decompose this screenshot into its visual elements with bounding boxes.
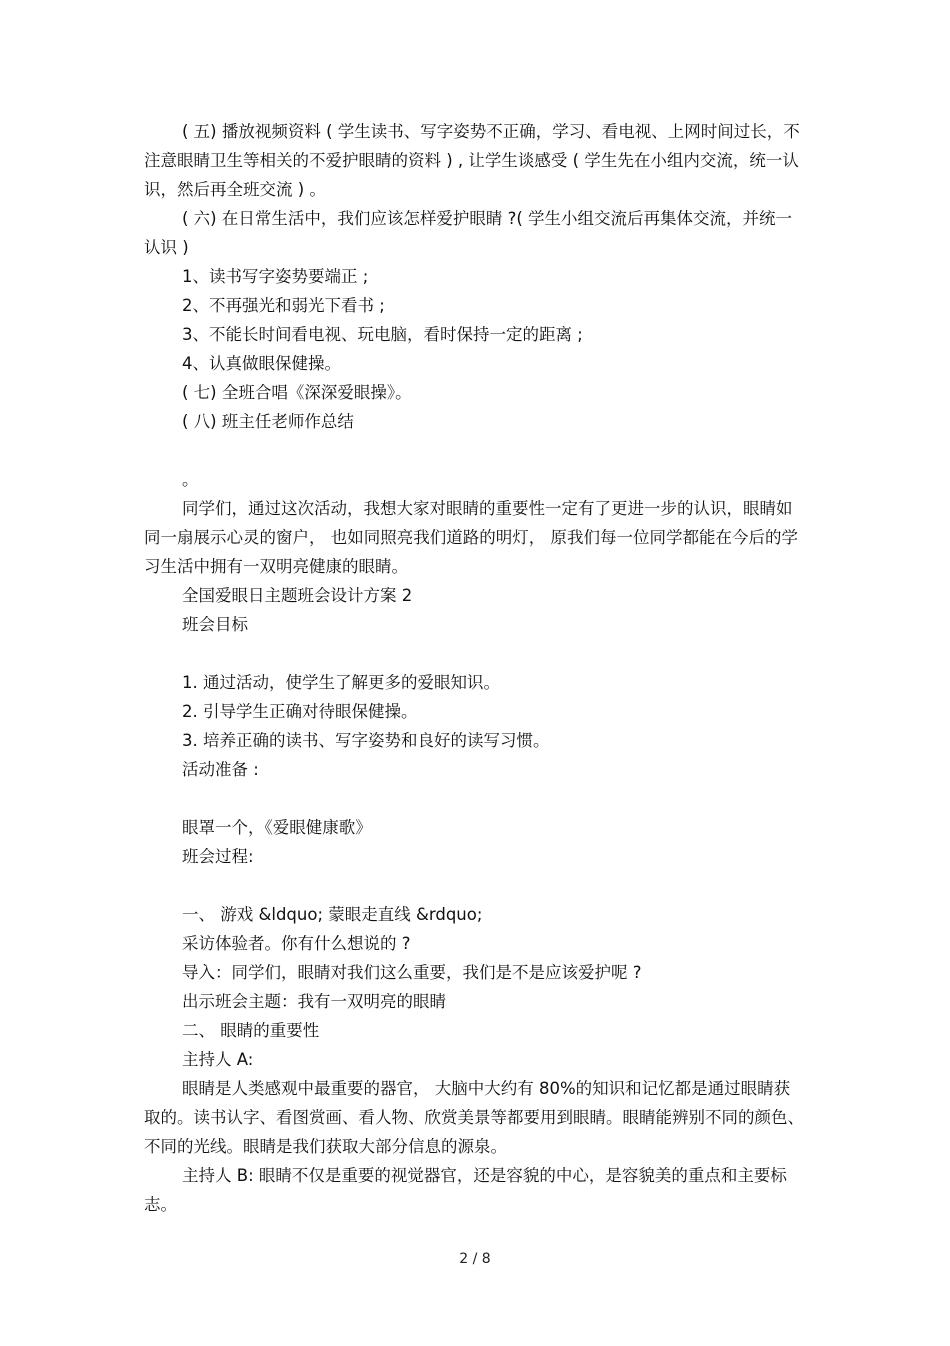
- list-item: 3、不能长时间看电视、玩电脑，看时保持一定的距离 ;: [182, 325, 583, 344]
- paragraph-summary: ( 八) 班主任老师作总结: [182, 412, 354, 431]
- paragraph-sing: ( 七) 全班合唱《深深爱眼操》。: [182, 383, 412, 402]
- stray-period: 。: [182, 470, 199, 489]
- step-one: 一、 游戏 &ldquo; 蒙眼走直线 &rdquo;: [182, 905, 483, 924]
- goal-item: 3. 培养正确的读书、写字姿势和良好的读写习惯。: [182, 731, 550, 750]
- heading-preparation: 活动准备 :: [182, 760, 259, 779]
- heading-process: 班会过程:: [182, 847, 254, 866]
- step-two: 二、 眼睛的重要性: [182, 1021, 320, 1040]
- spacer: [0, 871, 950, 900]
- step-line: 出示班会主题：我有一双明亮的眼睛: [182, 992, 446, 1011]
- step-line: 导入：同学们，眼睛对我们这么重要，我们是不是应该爱护呢 ?: [182, 963, 642, 982]
- step-line: 采访体验者。你有什么想说的 ?: [182, 934, 411, 953]
- page-number: 2 / 8: [459, 1251, 491, 1267]
- spacer: [0, 436, 950, 465]
- spacer: [0, 784, 950, 813]
- section-title: 全国爱眼日主题班会设计方案 2: [182, 586, 413, 605]
- paragraph-daily-life: ( 六) 在日常生活中，我们应该怎样爱护眼睛 ?( 学生小组交流后再集体交流，并统一认识 ): [144, 209, 793, 257]
- paragraph-conclusion: 同学们，通过这次活动，我想大家对眼睛的重要性一定有了更进一步的认识，眼睛如同一扇展示心灵的窗户， 也如同照亮我们道路的明灯， 原我们每一位同学都能在今后的学习生活中拥有一双明亮健康的眼睛。: [144, 499, 798, 576]
- heading-goals: 班会目标: [182, 615, 248, 634]
- preparation-items: 眼罩一个，《爱眼健康歌》: [182, 818, 372, 837]
- list-item: 2、不再强光和弱光下看书 ;: [182, 296, 385, 315]
- document-body: [0, 117, 950, 1219]
- paragraph-video: ( 五) 播放视频资料 ( 学生读书、写字姿势不正确，学习、看电视、上网时间过长，不注意眼睛卫生等相关的不爱护眼睛的资料 ) , 让学生谈感受 ( 学生先在小组内交流，统一认识，然后再全班交流 ) 。: [144, 122, 800, 199]
- host-a-label: 主持人 A:: [182, 1050, 254, 1069]
- list-item: 4、认真做眼保健操。: [182, 354, 341, 373]
- list-item: 1、读书写字姿势要端正 ;: [182, 267, 369, 286]
- goal-item: 2. 引导学生正确对待眼保健操。: [182, 702, 418, 721]
- goal-item: 1. 通过活动，使学生了解更多的爱眼知识。: [182, 673, 500, 692]
- spacer: [0, 639, 950, 668]
- host-a-text: 眼睛是人类感观中最重要的器官， 大脑中大约有 80%的知识和记忆都是通过眼睛获取的。读书认字、看图赏画、看人物、欣赏美景等都要用到眼睛。眼睛能辨别不同的颜色、不同的光线。眼睛是我们获取大部分信息的源泉。: [144, 1079, 804, 1156]
- host-b-text: 主持人 B: 眼睛不仅是重要的视觉器官，还是容貌的中心，是容貌美的重点和主要标志。: [144, 1166, 787, 1214]
